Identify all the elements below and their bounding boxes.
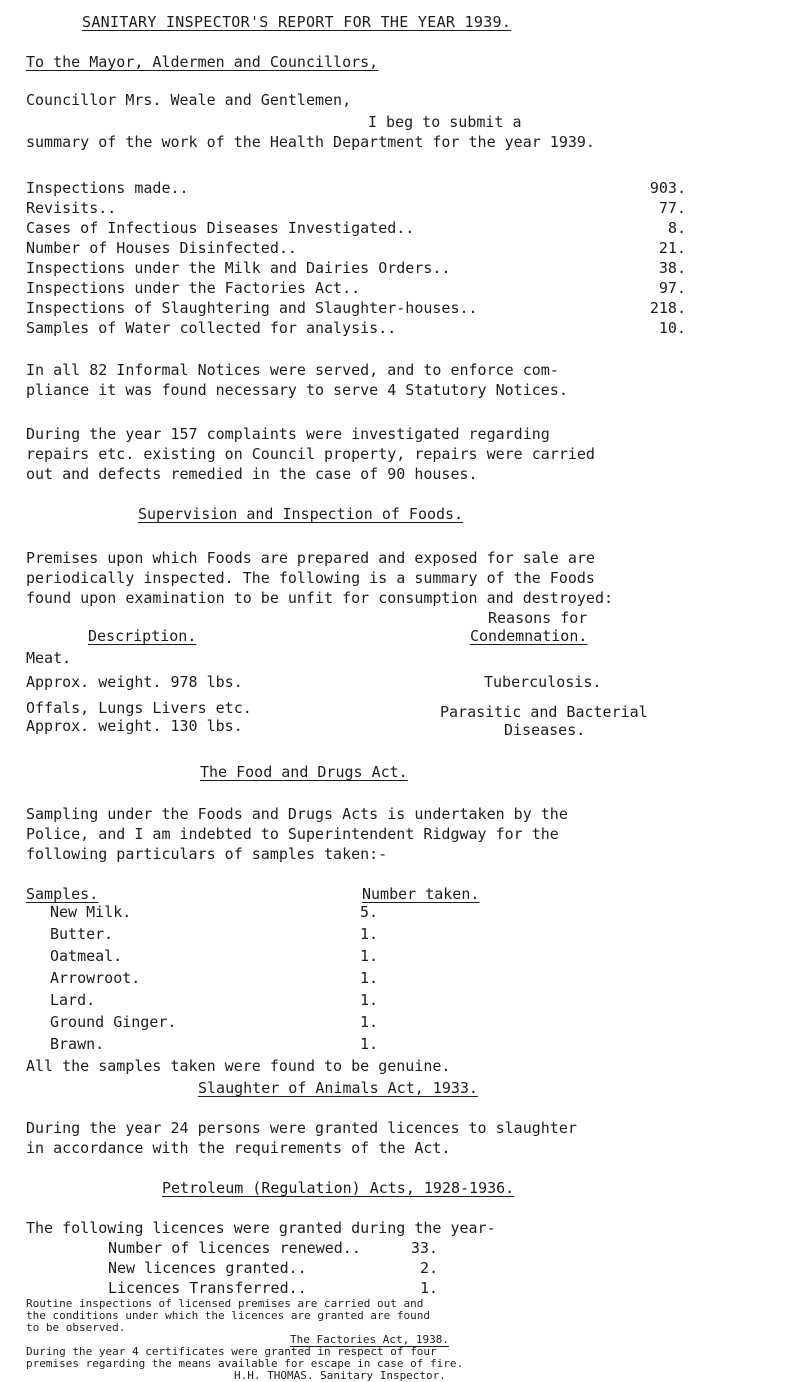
factories-line-1: During the year 4 certificates were granted in respect of four — [26, 1345, 437, 1358]
notices-line-2: pliance it was found necessary to serve 4 Statutory Notices. — [26, 381, 568, 399]
sample-value: 1. — [360, 1013, 379, 1031]
sample-label: Lard. — [50, 991, 96, 1009]
licence-value: 33. — [410, 1239, 438, 1257]
sample-label: Brawn. — [50, 1035, 105, 1053]
complaints-line-1: During the year 157 complaints were investigated regarding — [26, 425, 550, 443]
inspection-label: Revisits.. — [26, 199, 117, 217]
reasons-header-1: Reasons for — [488, 609, 588, 627]
sample-label: Ground Ginger. — [50, 1013, 177, 1031]
number-taken-header: Number taken. — [362, 885, 480, 903]
inspection-label: Inspections under the Factories Act.. — [26, 279, 361, 297]
petroleum-heading: Petroleum (Regulation) Acts, 1928-1936. — [162, 1179, 515, 1197]
petroleum-line-1: Routine inspections of licensed premises are carried out and — [26, 1297, 424, 1310]
sample-value: 1. — [360, 925, 379, 943]
intro-line-1: I beg to submit a — [368, 113, 522, 131]
petroleum-line-2: the conditions under which the licences are granted are found — [26, 1309, 430, 1322]
meat-reason: Tuberculosis. — [484, 673, 602, 691]
sample-label: Arrowroot. — [50, 969, 141, 987]
inspection-label: Inspections made.. — [26, 179, 189, 197]
sample-value: 1. — [360, 969, 379, 987]
licence-label: Licences Transferred.. — [108, 1279, 307, 1297]
sample-value: 1. — [360, 1035, 379, 1053]
licence-value: 1. — [419, 1279, 438, 1297]
samples-header: Samples. — [26, 885, 99, 903]
complaints-line-2: repairs etc. existing on Council property, repairs were carried — [26, 445, 595, 463]
inspection-value: 97. — [658, 279, 686, 297]
petroleum-intro: The following licences were granted during the year- — [26, 1219, 496, 1237]
inspection-label: Samples of Water collected for analysis.. — [26, 319, 397, 337]
petroleum-line-3: to be observed. — [26, 1321, 126, 1334]
inspection-value: 903. — [649, 179, 686, 197]
drugs-line-2: Police, and I am indebted to Superintendent Ridgway for the — [26, 825, 559, 843]
factories-line-2: premises regarding the means available for escape in case of fire. — [26, 1357, 464, 1370]
inspection-value: 218. — [649, 299, 686, 317]
slaughter-line-2: in accordance with the requirements of the Act. — [26, 1139, 451, 1157]
inspection-value: 8. — [667, 219, 686, 237]
drugs-heading: The Food and Drugs Act. — [200, 763, 408, 781]
salutation-addressees: To the Mayor, Aldermen and Councillors, — [26, 53, 379, 71]
complaints-line-3: out and defects remedied in the case of 90 houses. — [26, 465, 478, 483]
offal-weight: Approx. weight. 130 lbs. — [26, 717, 243, 735]
foods-line-2: periodically inspected. The following is a summary of the Foods — [26, 569, 595, 587]
samples-conclusion: All the samples taken were found to be genuine. — [26, 1057, 451, 1075]
description-header: Description. — [88, 627, 197, 645]
inspection-value: 38. — [658, 259, 686, 277]
offal-reason-1: Parasitic and Bacterial — [440, 703, 648, 721]
reasons-header-2: Condemnation. — [470, 627, 588, 645]
foods-line-1: Premises upon which Foods are prepared and exposed for sale are — [26, 549, 595, 567]
sample-label: New Milk. — [50, 903, 132, 921]
sample-value: 1. — [360, 991, 379, 1009]
notices-line-1: In all 82 Informal Notices were served, and to enforce com- — [26, 361, 559, 379]
foods-line-3: found upon examination to be unfit for consumption and destroyed: — [26, 589, 613, 607]
slaughter-heading: Slaughter of Animals Act, 1933. — [198, 1079, 478, 1097]
drugs-line-1: Sampling under the Foods and Drugs Acts is undertaken by the — [26, 805, 568, 823]
salutation-greeting: Councillor Mrs. Weale and Gentlemen, — [26, 91, 352, 109]
inspection-value: 10. — [658, 319, 686, 337]
factories-heading: The Factories Act, 1938. — [290, 1333, 449, 1346]
inspection-value: 77. — [658, 199, 686, 217]
signature: H.H. THOMAS. Sanitary Inspector. — [234, 1369, 446, 1382]
licence-label: New licences granted.. — [108, 1259, 307, 1277]
inspection-label: Inspections of Slaughtering and Slaughter-houses.. — [26, 299, 478, 317]
slaughter-line-1: During the year 24 persons were granted licences to slaughter — [26, 1119, 577, 1137]
inspection-value: 21. — [658, 239, 686, 257]
sample-value: 5. — [360, 903, 379, 921]
intro-line-2: summary of the work of the Health Department for the year 1939. — [26, 133, 595, 151]
inspection-label: Number of Houses Disinfected.. — [26, 239, 297, 257]
sample-label: Butter. — [50, 925, 114, 943]
inspection-label: Inspections under the Milk and Dairies Orders.. — [26, 259, 451, 277]
inspection-label: Cases of Infectious Diseases Investigated.. — [26, 219, 415, 237]
meat-weight: Approx. weight. 978 lbs. — [26, 673, 243, 691]
meat-label: Meat. — [26, 649, 72, 667]
licence-label: Number of licences renewed.. — [108, 1239, 361, 1257]
report-title: SANITARY INSPECTOR'S REPORT FOR THE YEAR 1939. — [82, 13, 512, 31]
offal-reason-2: Diseases. — [504, 721, 586, 739]
foods-heading: Supervision and Inspection of Foods. — [138, 505, 464, 523]
drugs-line-3: following particulars of samples taken:- — [26, 845, 388, 863]
sample-value: 1. — [360, 947, 379, 965]
offal-label: Offals, Lungs Livers etc. — [26, 699, 252, 717]
sample-label: Oatmeal. — [50, 947, 123, 965]
licence-value: 2. — [419, 1259, 438, 1277]
